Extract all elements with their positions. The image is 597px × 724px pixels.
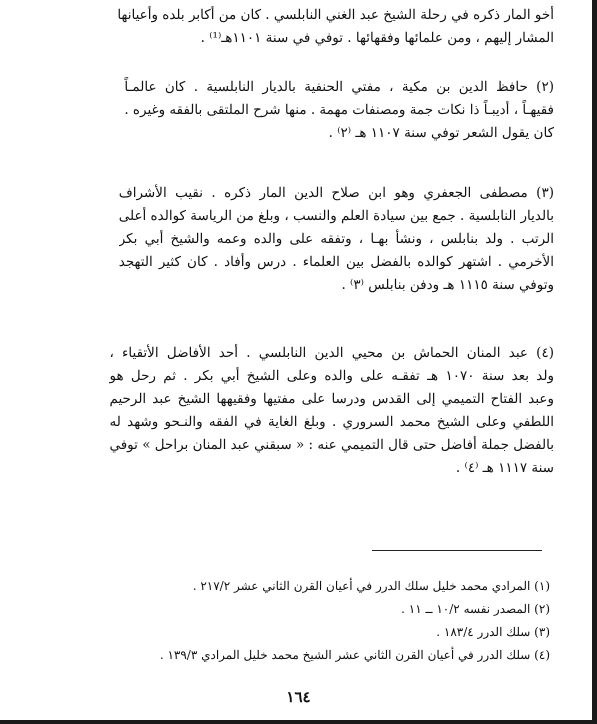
page-border-bottom	[0, 720, 597, 724]
text-line: وتوفي سنة ١١١٥ هـ ودفن بنابلس ⁽٣⁾ .	[341, 277, 554, 293]
paragraph-entry-2	[124, 76, 554, 145]
footnote-4: (٤) سلك الدرر في أعيان القرن الثاني عشر الشيخ محمد خليل المرادي ١٣٩/٣ .	[159, 648, 550, 662]
text-line: (٣) مصطفى الجعفري وهو ابن صلاح الدين المار ذكره . نقيب الأشراف	[118, 185, 554, 201]
text-line: بالديار النابلسية . جمع بين سيادة العلم والنسب ، وبلغ من الرياسة كوالده أعلى	[118, 208, 554, 224]
text-line: (٢) حافظ الدين بن مكية ، مفتي الحنفية بالديار النابلسية . كان عالمـاً	[124, 79, 554, 95]
text-line: فقيهـاً ، أديبـاً ذا نكات جمة ومصنفات مهمة . منها شرح الملتقى بالفقه وغيره .	[124, 102, 554, 118]
text-line: سنة ١١١٧ هـ ⁽٤⁾ .	[455, 460, 554, 476]
text-line: (٤) عبد المنان الحماش بن محيي الدين النابلسي . أحد الأفاضل الأتقياء ،	[109, 345, 554, 361]
paragraph-entry-3	[119, 182, 554, 297]
footnote-2: (٢) المصدر نفسه ١٠/٢ ــ ١١ .	[401, 602, 550, 616]
text-line: ولد بعد سنة ١٠٧٠ هـ تفقـه على والده وعلى الشيخ أبي بكر . ثم رحل هو	[109, 368, 554, 384]
text-line: كان يقول الشعر توفي سنة ١١٠٧ هـ ⁽٢⁾ .	[328, 125, 554, 141]
paragraph-continued	[117, 4, 554, 50]
footnote-1: (١) المرادي محمد خليل سلك الدرر في أعيان القرن الثاني عشر ٢١٧/٢ .	[192, 579, 550, 593]
text-line: وعبد الفتاح التميمي إلى القدس ودرسا على مفتيها وفقيهها الشيخ عبد الرحيم	[109, 391, 554, 407]
page-border-right	[592, 0, 597, 724]
text-line: الرتب . ولد بنابلس ، ونشأ بهـا ، وتفقه على والده وعمه والشيخ أبي بكر	[118, 231, 554, 247]
footnote-3: (٣) سلك الدرر ١٨٣/٤ .	[436, 625, 550, 639]
page-number: ١٦٤	[286, 688, 311, 706]
paragraph-entry-4	[109, 342, 554, 480]
text-line: المشار إليهم ، ومن علمائها وفقهائها . توفي في سنة ١١٠١هـ⁽¹⁾ .	[200, 30, 554, 46]
text-line: أخو المار ذكره في رحلة الشيخ عبد الغني النابلسي . كان من أكابر بلده وأعيانها	[117, 7, 554, 23]
footnotes	[60, 575, 550, 667]
footnote-separator	[372, 550, 542, 551]
text-line: اللطفي وعلى الشيخ محمد السروري . وبلغ الغاية في الفقه والنـحو وشهد له	[109, 414, 554, 430]
text-line: الأخرمي . اشتهر كوالده بالفضل بين العلماء . درس وأفاد . كان كثير التهجد	[118, 254, 554, 270]
text-line: بالفضل جملة أفاضل حتى قال التميمي عنه : « سبقني عبد المنان براحل » توفي	[109, 437, 554, 453]
